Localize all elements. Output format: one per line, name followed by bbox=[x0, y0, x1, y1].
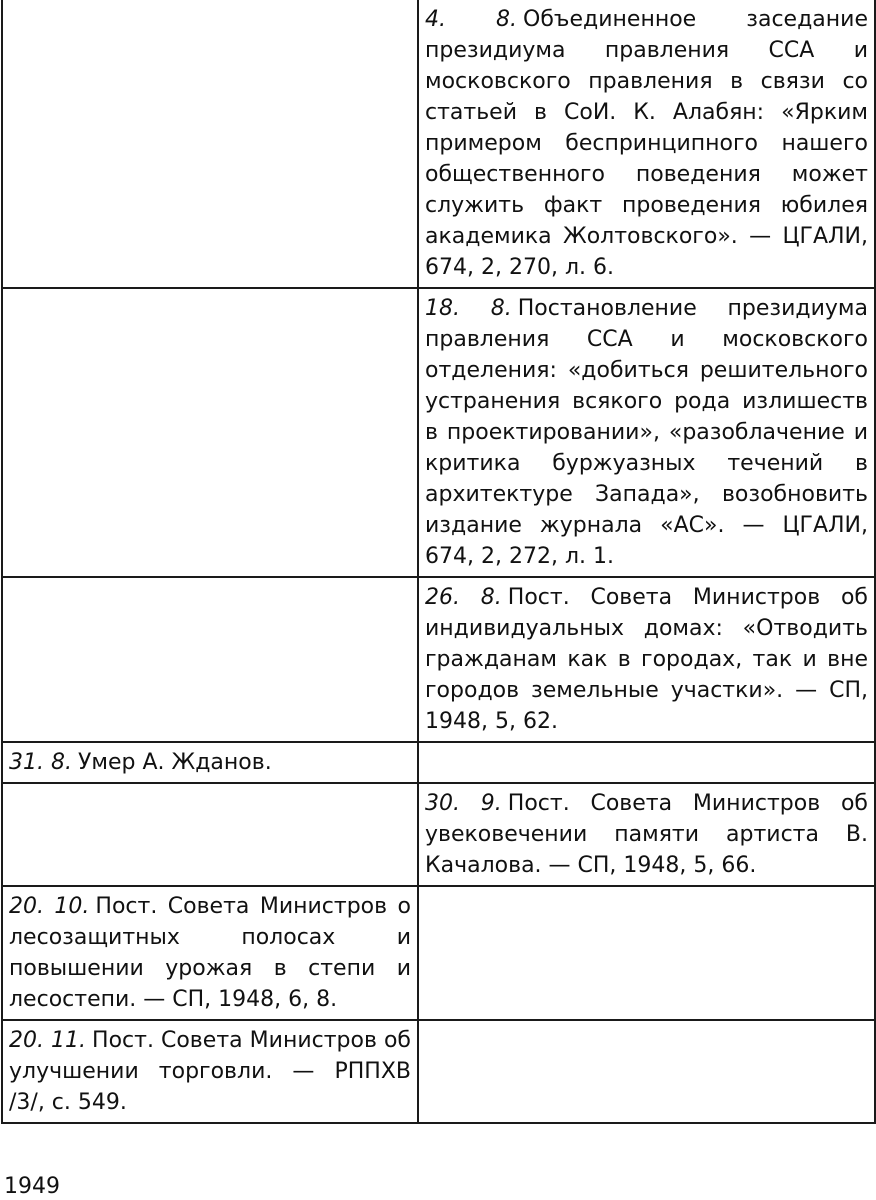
left-cell bbox=[2, 1020, 418, 1123]
year-heading: 1949 bbox=[4, 1174, 60, 1199]
entry-text: Пост. Совета Министров о лесозащитных полосах и повышении урожая в степи и лесостепи. — СП, 1948, 6, 8. bbox=[9, 894, 411, 1012]
left-cell bbox=[2, 742, 418, 783]
table-row bbox=[2, 0, 875, 288]
entry-text: Объединенное заседание президиума правления ССА и московского правления в связи со статьей в СоИ. К. Алабян: «Ярким примером беспринципного нашего общественного поведения может служить факт проведения юбилея академика Жолтовского». — ЦГАЛИ, 674, 2, 270, л. 6. bbox=[425, 7, 868, 280]
right-cell bbox=[418, 783, 875, 886]
entry-text: Постановление президиума правления ССА и московского отделения: «добиться решительного устранения всякого рода излишеств в проектировании», «разоблачение и критика буржуазных течений в архитектуре Запада», возобновить издание журнала «АС». — ЦГАЛИ, 674, 2, 272, л. 1. bbox=[425, 296, 868, 569]
right-cell-empty bbox=[418, 886, 875, 1020]
left-cell-empty bbox=[2, 0, 418, 288]
entry-text: Умер А. Жданов. bbox=[77, 750, 272, 775]
entry-text: Пост. Совета Министров об увековечении памяти артиста В. Качалова. — СП, 1948, 5, 66. bbox=[425, 791, 868, 878]
entry-date: 20. 11. bbox=[9, 1028, 87, 1053]
entry-date: 31. 8. bbox=[9, 750, 72, 775]
table-row bbox=[2, 742, 875, 783]
right-cell-empty bbox=[418, 742, 875, 783]
table-row bbox=[2, 577, 875, 742]
left-cell-empty bbox=[2, 783, 418, 886]
entry-date: 18. 8. bbox=[425, 296, 512, 321]
table-row bbox=[2, 783, 875, 886]
entry-date: 26. 8. bbox=[425, 585, 502, 610]
right-cell bbox=[418, 0, 875, 288]
left-cell bbox=[2, 886, 418, 1020]
entry-date: 4. 8. bbox=[425, 7, 518, 32]
left-cell-empty bbox=[2, 288, 418, 577]
table-row bbox=[2, 288, 875, 577]
entry-date: 20. 10. bbox=[9, 894, 90, 919]
right-cell-empty bbox=[418, 1020, 875, 1123]
chronology-table bbox=[1, 0, 876, 1124]
table-row bbox=[2, 886, 875, 1020]
right-cell bbox=[418, 577, 875, 742]
entry-date: 30. 9. bbox=[425, 791, 502, 816]
left-cell-empty bbox=[2, 577, 418, 742]
entry-text: Пост. Совета Министров об улучшении торговли. — РППХВ /3/, с. 549. bbox=[9, 1028, 412, 1115]
right-cell bbox=[418, 288, 875, 577]
entry-text: Пост. Совета Министров об индивидуальных домах: «Отводить гражданам как в городах, так и вне городов земельные участки». — СП, 1948, 5, 62. bbox=[425, 585, 868, 734]
table-row bbox=[2, 1020, 875, 1123]
